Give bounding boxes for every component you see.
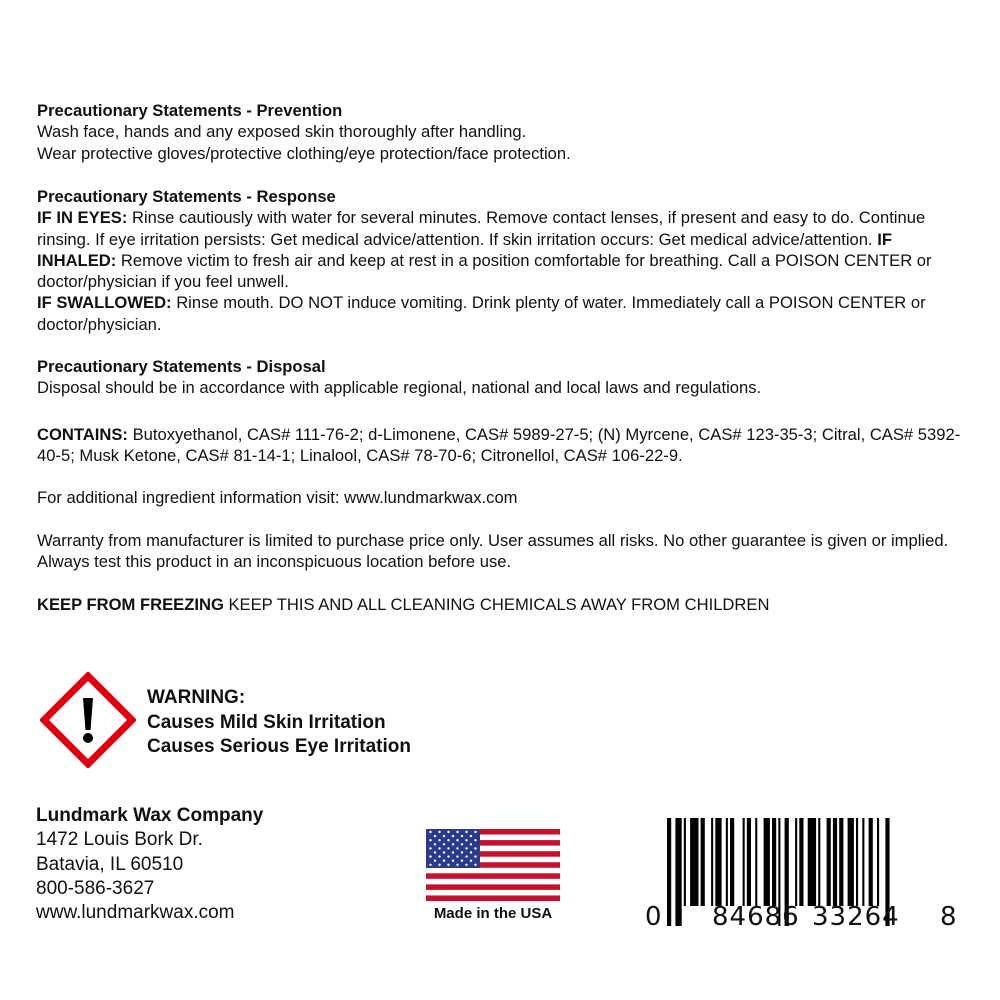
flag-star — [465, 847, 467, 849]
flag-star — [470, 851, 472, 853]
flag-star — [447, 839, 449, 841]
flag-star — [452, 851, 454, 853]
contains-text: Butoxyethanol, CAS# 111-76-2; d-Limonene, CAS# 5989-27-5; (N) Myrcene, CAS# 123-35-3; Citral, CAS# 5392-40-5; Musk Ketone, CAS# 81-14-1; Linalool, CAS# 78-70-6; Citronellol, CAS# 106-22-9. — [37, 425, 961, 466]
barcode-bar — [684, 818, 686, 906]
flag-stripe — [426, 895, 560, 901]
eyes-text: Rinse cautiously with water for several minutes. Remove contact lenses, if present and easy to do. Continue rinsing. If eye irritation persists: Get medical advice/attention. If skin irritation occurs: Get medical advice/attention. — [37, 208, 926, 249]
prevention-line: Wash face, hands and any exposed skin thoroughly after handling. — [37, 122, 527, 142]
warning-line: Causes Mild Skin Irritation — [147, 711, 386, 733]
barcode-bar — [833, 818, 837, 906]
flag-star — [452, 843, 454, 845]
disposal-section — [37, 356, 972, 399]
flag-star — [461, 851, 463, 853]
flag-star — [438, 864, 440, 866]
flag-star — [470, 835, 472, 837]
flag-star — [429, 855, 431, 857]
barcode-bar — [818, 818, 820, 906]
barcode-bar — [715, 818, 721, 906]
warning-block — [147, 686, 411, 760]
flag-star — [438, 839, 440, 841]
flag-star — [456, 831, 458, 833]
company-phone: 800-586-3627 — [36, 877, 155, 899]
barcode-bar — [755, 818, 757, 906]
barcode-bar — [675, 818, 681, 926]
flag-star — [452, 860, 454, 862]
barcode-bar — [690, 818, 698, 906]
flag-star — [434, 860, 436, 862]
warning-title: WARNING: — [147, 687, 246, 708]
company-address — [36, 804, 263, 925]
warranty-text: Warranty from manufacturer is limited to purchase price only. User assumes all risks. No other guarantee is given or implied. Always test this product in an inconspicuous location before use. — [37, 531, 949, 572]
barcode-bar — [747, 818, 751, 906]
company-website: www.lundmarkwax.com — [36, 902, 235, 924]
flag-star — [438, 831, 440, 833]
barcode-bar — [856, 818, 858, 906]
flag-star — [452, 835, 454, 837]
flag-star — [465, 864, 467, 866]
flag-star — [474, 831, 476, 833]
barcode-bar — [827, 818, 831, 906]
barcode-bar — [848, 818, 854, 906]
company-street: 1472 Louis Bork Dr. — [36, 829, 203, 851]
flag-star — [429, 839, 431, 841]
flag-star — [447, 864, 449, 866]
barcode-bar — [711, 818, 713, 906]
prevention-section — [37, 100, 972, 164]
flag-star — [443, 851, 445, 853]
barcode-bar — [730, 818, 734, 906]
disposal-text: Disposal should be in accordance with applicable regional, national and local laws and regulations. — [37, 378, 762, 398]
flag-star — [443, 843, 445, 845]
flag-star — [465, 831, 467, 833]
flag-stripe — [426, 884, 560, 890]
barcode-bar — [808, 818, 816, 906]
disposal-heading: Precautionary Statements - Disposal — [37, 357, 326, 376]
barcode-digit-first: 0 — [645, 902, 662, 932]
flag-star — [447, 855, 449, 857]
freezing-section — [37, 594, 972, 615]
flag-star — [474, 839, 476, 841]
eyes-label: IF IN EYES: — [37, 208, 128, 228]
barcode-bar — [877, 818, 879, 906]
flag-star — [434, 835, 436, 837]
barcode-bar — [869, 818, 873, 906]
hazard-exclamation-icon — [40, 672, 136, 768]
freezing-text: KEEP THIS AND ALL CLEANING CHEMICALS AWAY FROM CHILDREN — [223, 595, 770, 614]
prevention-heading: Precautionary Statements - Prevention — [37, 101, 343, 120]
flag-star — [465, 839, 467, 841]
barcode-bar — [862, 818, 864, 906]
swallowed-text: Rinse mouth. DO NOT induce vomiting. Drink plenty of water. Immediately call a POISON CENTER or doctor/physician. — [37, 293, 926, 334]
flag-star — [456, 847, 458, 849]
flag-star — [438, 847, 440, 849]
barcode-digits-right: 33264 — [812, 902, 900, 932]
flag-star — [470, 860, 472, 862]
company-name: Lundmark Wax Company — [36, 805, 264, 826]
flag-star — [447, 831, 449, 833]
barcode-digits-left: 84686 — [712, 902, 800, 932]
barcode-bar — [667, 818, 671, 926]
inhaled-label: IF INHALED: — [37, 229, 892, 270]
flag-star — [456, 855, 458, 857]
flag-star — [443, 835, 445, 837]
flag-star — [456, 864, 458, 866]
flag-star — [465, 855, 467, 857]
flag-star — [461, 843, 463, 845]
us-flag-icon — [426, 829, 560, 901]
flag-star — [429, 864, 431, 866]
freezing-label: KEEP FROM FREEZING — [37, 595, 224, 614]
barcode-digit-last: 8 — [940, 902, 957, 932]
prevention-line: Wear protective gloves/protective clothing/eye protection/face protection. — [37, 143, 571, 163]
barcode-bar — [795, 818, 797, 906]
flag-star — [429, 831, 431, 833]
company-city: Batavia, IL 60510 — [36, 853, 184, 875]
barcode-bar — [839, 818, 843, 906]
contains-section — [37, 424, 972, 467]
flag-star — [470, 843, 472, 845]
barcode-bar — [764, 818, 770, 906]
inhaled-text: Remove victim to fresh air and keep at rest in a position comfortable for breathing. Call a POISON CENTER or doctor/physician if you feel unwell. — [37, 250, 932, 292]
flag-star — [429, 847, 431, 849]
flag-stripe — [426, 873, 560, 879]
barcode-bar — [799, 818, 803, 906]
warning-line: Causes Serious Eye Irritation — [147, 736, 411, 757]
flag-star — [443, 860, 445, 862]
response-section — [37, 186, 972, 335]
made-in-usa-label: Made in the USA — [433, 905, 553, 922]
barcode-bar — [772, 818, 776, 906]
flag-star — [447, 847, 449, 849]
flag-star — [438, 855, 440, 857]
ingredient-info: For additional ingredient information visit: www.lundmarkwax.com — [37, 488, 518, 507]
flag-star — [474, 855, 476, 857]
flag-star — [461, 835, 463, 837]
flag-star — [456, 839, 458, 841]
swallowed-label: IF SWALLOWED: — [37, 293, 172, 313]
barcode-icon — [640, 815, 960, 930]
flag-star — [461, 860, 463, 862]
flag-star — [474, 847, 476, 849]
flag-star — [474, 864, 476, 866]
contains-label: CONTAINS: — [37, 425, 128, 444]
barcode-bar — [743, 818, 745, 906]
barcode-bar — [701, 818, 705, 906]
flag-star — [434, 851, 436, 853]
barcode-bar — [726, 818, 728, 906]
flag-star — [434, 843, 436, 845]
response-heading: Precautionary Statements - Response — [37, 187, 336, 206]
